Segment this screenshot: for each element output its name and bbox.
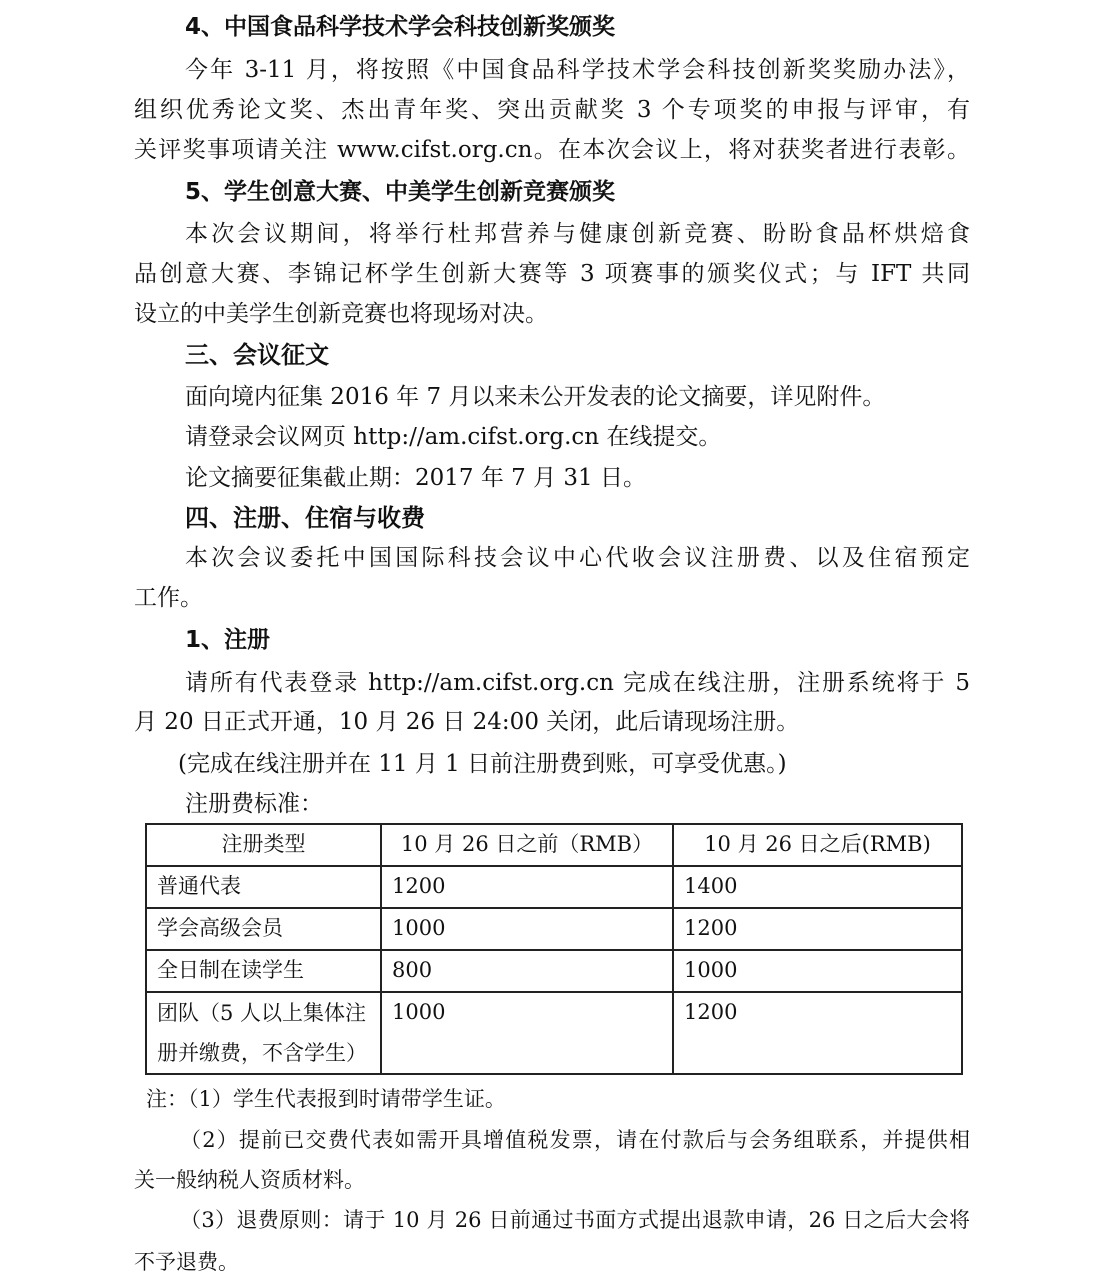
- note-line: 注：（1）学生代表报到时请带学生证。: [146, 1087, 506, 1111]
- paragraph-line: 月 20 日正式开通，10 月 26 日 24:00 关闭，此后请现场注册。: [134, 709, 800, 735]
- paragraph-line: 品创意大赛、李锦记杯学生创新大赛等 3 项赛事的颁奖仪式；与 IFT 共同: [134, 261, 970, 287]
- table-header: 注册类型: [146, 824, 381, 866]
- table-cell: 团队（5 人以上集体注册并缴费，不含学生）: [146, 992, 381, 1074]
- paragraph-line: 组织优秀论文奖、杰出青年奖、突出贡献奖 3 个专项奖的申报与评审，有: [134, 97, 970, 123]
- section-heading-5: 5、学生创意大赛、中美学生创新竞赛颁奖: [185, 179, 616, 205]
- table-cell: 全日制在读学生: [146, 950, 381, 992]
- paragraph-line: 面向境内征集 2016 年 7 月以来未公开发表的论文摘要，详见附件。: [185, 384, 886, 410]
- paragraph-line: 工作。: [134, 585, 203, 611]
- paragraph-line: 本次会议委托中国国际科技会议中心代收会议注册费、以及住宿预定: [185, 545, 970, 571]
- note-line: （3）退费原则：请于 10 月 26 日前通过书面方式提出退款申请，26 日之后大会将: [180, 1208, 970, 1232]
- registration-fee-table: [145, 823, 963, 1075]
- note-line: 关一般纳税人资质材料。: [134, 1168, 365, 1192]
- paragraph-line: (完成在线注册并在 11 月 1 日前注册费到账，可享受优惠。): [178, 751, 787, 777]
- table-cell: 1000: [381, 908, 673, 950]
- table-cell: 1200: [673, 908, 962, 950]
- table-cell: 1200: [381, 866, 673, 908]
- note-line: （2）提前已交费代表如需开具增值税发票，请在付款后与会务组联系，并提供相: [180, 1128, 970, 1152]
- paragraph-line: 论文摘要征集截止期：2017 年 7 月 31 日。: [185, 465, 646, 491]
- table-row: [146, 908, 962, 950]
- table-header-row: [146, 824, 962, 866]
- section-heading-3: 三、会议征文: [185, 341, 329, 369]
- paragraph-line: 本次会议期间，将举行杜邦营养与健康创新竞赛、盼盼食品杯烘焙食: [185, 221, 970, 247]
- table-cell: 1000: [673, 950, 962, 992]
- section-heading-4: 4、中国食品科学技术学会科技创新奖颁奖: [185, 14, 616, 40]
- section-heading-4-registration: 四、注册、住宿与收费: [185, 504, 425, 532]
- paragraph-line: 设立的中美学生创新竞赛也将现场对决。: [134, 301, 548, 327]
- table-header: 10 月 26 日之前（RMB）: [381, 824, 673, 866]
- table-cell: 800: [381, 950, 673, 992]
- table-row: [146, 950, 962, 992]
- table-caption: 注册费标准：: [185, 791, 323, 817]
- table-cell: 1200: [673, 992, 962, 1074]
- table-header: 10 月 26 日之后(RMB): [673, 824, 962, 866]
- table-cell: 普通代表: [146, 866, 381, 908]
- table-cell: 1000: [381, 992, 673, 1074]
- paragraph-line: 请所有代表登录 http://am.cifst.org.cn 完成在线注册，注册系统将于 5: [185, 670, 970, 696]
- table-row: [146, 992, 962, 1074]
- table-row: [146, 866, 962, 908]
- subsection-heading-registration: 1、注册: [185, 627, 271, 653]
- paragraph-line: 今年 3-11 月，将按照《中国食品科学技术学会科技创新奖奖励办法》，: [185, 57, 970, 83]
- paragraph-line: 关评奖事项请关注 www.cifst.org.cn。在本次会议上，将对获奖者进行表彰。: [134, 137, 970, 163]
- note-line: 不予退费。: [134, 1250, 239, 1274]
- table-cell: 1400: [673, 866, 962, 908]
- table-cell: 学会高级会员: [146, 908, 381, 950]
- paragraph-line: 请登录会议网页 http://am.cifst.org.cn 在线提交。: [185, 424, 722, 450]
